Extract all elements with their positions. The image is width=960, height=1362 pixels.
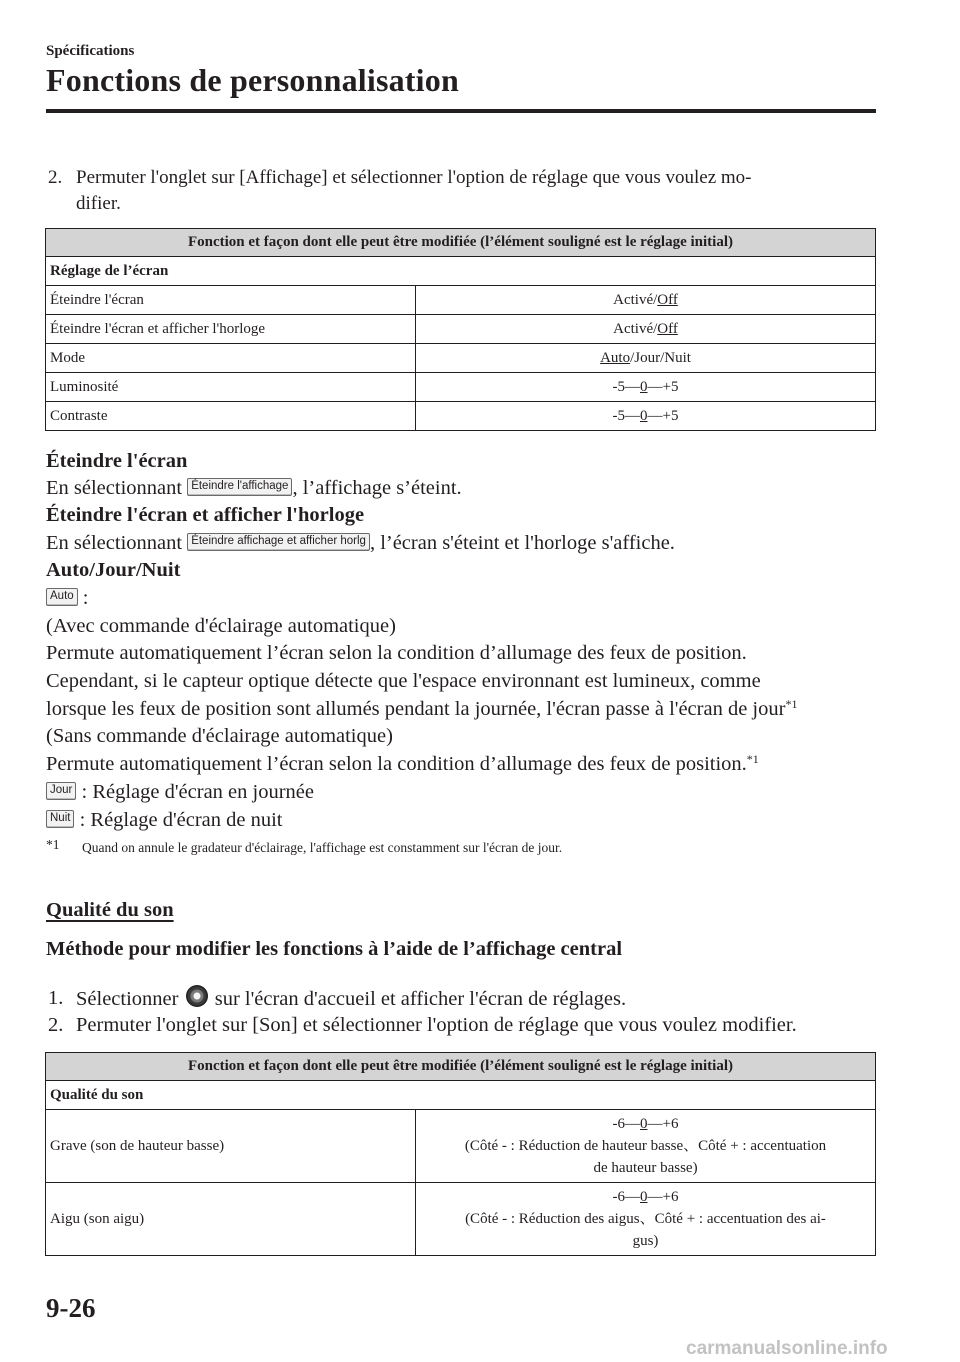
step-text-line1: Permuter l'onglet sur [Affichage] et sélectionner l'option de réglage que vous voulez mo- [76,167,752,188]
row-description: (Côté - : Réduction des aigus、Côté + : accentuation des ai- [465,1211,826,1227]
initial-value: Off [657,320,678,337]
watermark: carmanualsonline.info [686,1338,888,1359]
sound-step1: Sélectionner sur l'écran d'accueil et afficher l'écran de réglages. [76,985,626,1012]
step-number: 2. [48,167,63,188]
table-row [46,1183,876,1256]
page-number: 9-26 [46,1293,96,1323]
row-label: Éteindre l'écran et afficher l'horloge [46,315,416,344]
initial-value: 0 [640,1189,648,1205]
row-value: -6—0—+6 (Côté - : Réduction de hauteur basse、Côté + : accentuation de hauteur basse) [416,1110,876,1183]
mode-line2: Cependant, si le capteur optique détecte que l'espace environnant est lumineux, comme [46,670,761,692]
header-rule [46,109,876,113]
table-row [46,315,876,344]
day-button[interactable]: Jour [46,782,76,800]
step-number: 2. [48,1014,64,1036]
row-label: Aigu (son aigu) [46,1183,416,1256]
step-text-line2: difier. [76,193,121,214]
screen-off-heading: Éteindre l'écran [46,450,188,472]
sound-heading: Qualité du son [46,899,174,921]
table-row [46,1110,876,1183]
night-line: Nuit : Réglage d'écran de nuit [46,807,283,833]
row-description: gus) [632,1233,659,1249]
day-line: Jour : Réglage d'écran en journée [46,779,314,805]
row-label: Éteindre l'écran [46,286,416,315]
row-value: Auto/Jour/Nuit [416,344,876,373]
initial-value: Auto [600,349,631,366]
table-row [46,344,876,373]
section-label: Spécifications [46,43,135,59]
row-label: Mode [46,344,416,373]
method-heading: Méthode pour modifier les fonctions à l’aide de l’affichage central [46,938,623,960]
without-auto-text: (Sans commande d'éclairage automatique) [46,725,393,747]
row-description: de hauteur basse) [593,1160,698,1176]
row-label: Luminosité [46,373,416,402]
settings-icon[interactable] [186,985,208,1007]
screen-off-clock-button[interactable]: Éteindre affichage et afficher horlg [187,533,370,551]
footnote-ref: *1 [785,697,798,711]
table-row [46,402,876,431]
sound-settings-table [45,1052,876,1256]
table-section: Réglage de l’écran [46,257,876,286]
table-section: Qualité du son [46,1081,876,1110]
auto-button[interactable]: Auto [46,588,78,606]
table-row [46,373,876,402]
table-row [46,286,876,315]
with-auto-text: (Avec commande d'éclairage automatique) [46,615,396,637]
table-header: Fonction et façon dont elle peut être modifiée (l’élément souligné est le réglage initial) [46,1053,876,1081]
footnote-ref: *1 [746,752,759,766]
night-button[interactable]: Nuit [46,810,74,828]
mode-heading: Auto/Jour/Nuit [46,559,181,581]
footnote-mark: *1 [46,837,60,852]
footnote: Quand on annule le gradateur d'éclairage, l'affichage est constamment sur l'écran de jour. [82,840,563,855]
sound-step2: Permuter l'onglet sur [Son] et sélectionner l'option de réglage que vous voulez modifier. [76,1014,797,1036]
screen-off-clock-heading: Éteindre l'écran et afficher l'horloge [46,504,365,526]
screen-off-clock-text: En sélectionnant Éteindre affichage et afficher horlg , l’écran s'éteint et l'horloge s'affiche. [46,532,675,554]
initial-value: 0 [640,1116,648,1132]
row-description: (Côté - : Réduction de hauteur basse、Côté + : accentuation [464,1138,827,1154]
row-value: Activé/Off [416,315,876,344]
display-settings-table [45,228,876,431]
screen-off-button[interactable]: Éteindre l'affichage [187,478,292,496]
mode-line4: Permute automatiquement l’écran selon la condition d’allumage des feux de position.$^{*1}$ [46,752,759,775]
screen-off-text: En sélectionnant Éteindre l'affichage , l’affichage s’éteint. [46,477,462,499]
row-value: -5—0—+5 [416,373,876,402]
page-title: Fonctions de personnalisation [46,62,459,98]
initial-value: 0 [640,407,648,424]
row-value: -6—0—+6 (Côté - : Réduction des aigus、Côté + : accentuation des ai- gus) [416,1183,876,1256]
mode-line1: Permute automatiquement l’écran selon la condition d’allumage des feux de position. [46,642,747,664]
row-label: Contraste [46,402,416,431]
mode-line3: lorsque les feux de position sont allumés pendant la journée, l'écran passe à l'écran de jour$^{*1}$ [46,697,798,720]
initial-value: Off [657,291,678,308]
row-value: Activé/Off [416,286,876,315]
row-label: Grave (son de hauteur basse) [46,1110,416,1183]
initial-value: 0 [640,378,648,395]
step-number: 1. [48,987,64,1009]
row-value: -5—0—+5 [416,402,876,431]
auto-line: Auto : [46,585,89,611]
table-header: Fonction et façon dont elle peut être modifiée (l’élément souligné est le réglage initial) [46,229,876,257]
